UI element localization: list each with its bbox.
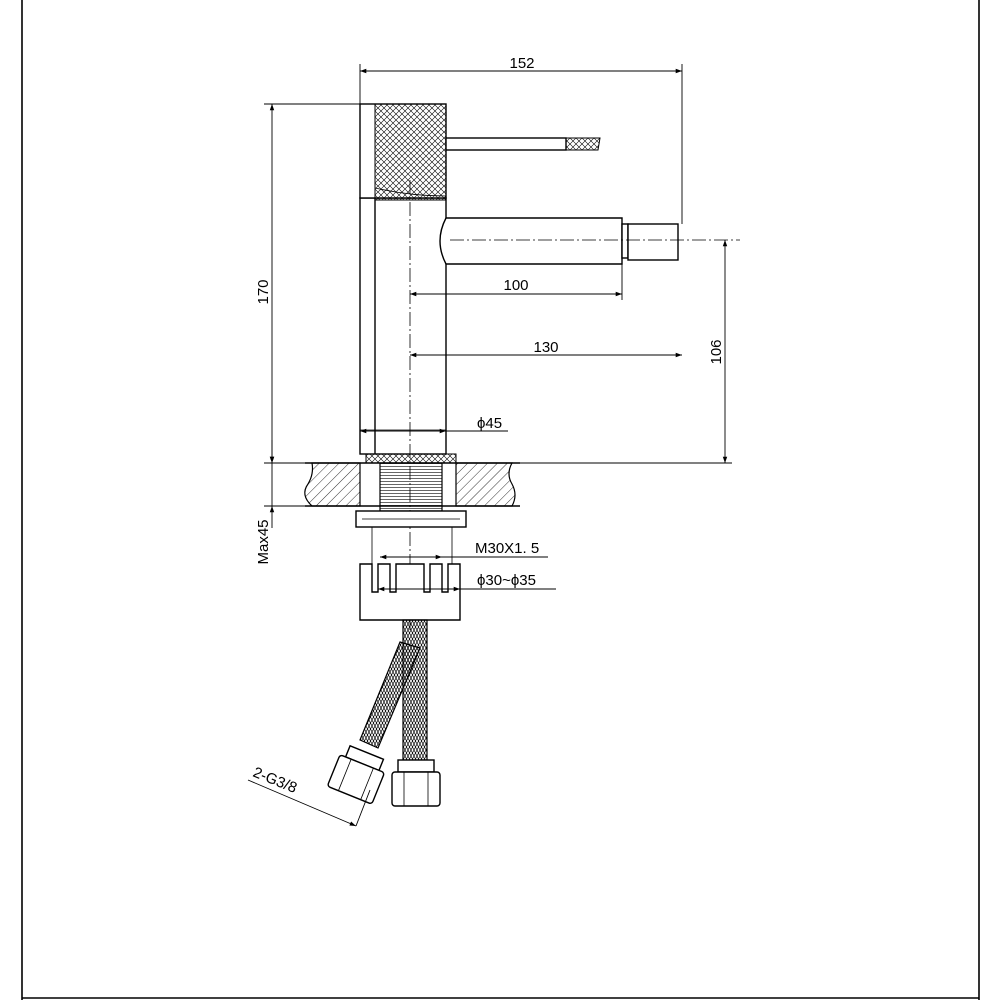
cartridge-head xyxy=(360,104,446,200)
max-deck-label: Max45 xyxy=(255,519,272,565)
dimension-spout-reach-outer xyxy=(410,339,682,356)
spout-height-label: 106 xyxy=(708,339,725,365)
supply-hoses xyxy=(327,620,440,806)
lever-handle xyxy=(446,138,600,150)
overall-height-label: 170 xyxy=(255,279,272,305)
dimension-overall-height xyxy=(255,104,372,463)
body-diameter-label: ϕ45 xyxy=(477,415,503,432)
threaded-shank xyxy=(366,454,456,511)
mixer-body xyxy=(360,198,446,454)
spout xyxy=(440,218,740,264)
hose-connection-label: 2-G3/8 xyxy=(250,763,300,797)
thread-label: M30X1. 5 xyxy=(475,540,540,557)
spout-reach-inner-label: 100 xyxy=(503,277,529,294)
dimension-thread xyxy=(380,540,548,557)
hole-diameter-label: ϕ30~ϕ35 xyxy=(477,572,536,589)
spout-reach-outer-label: 130 xyxy=(533,339,559,356)
mounting-nut xyxy=(356,511,466,620)
overall-width-label: 152 xyxy=(509,55,535,72)
dimension-max-deck xyxy=(255,440,312,565)
